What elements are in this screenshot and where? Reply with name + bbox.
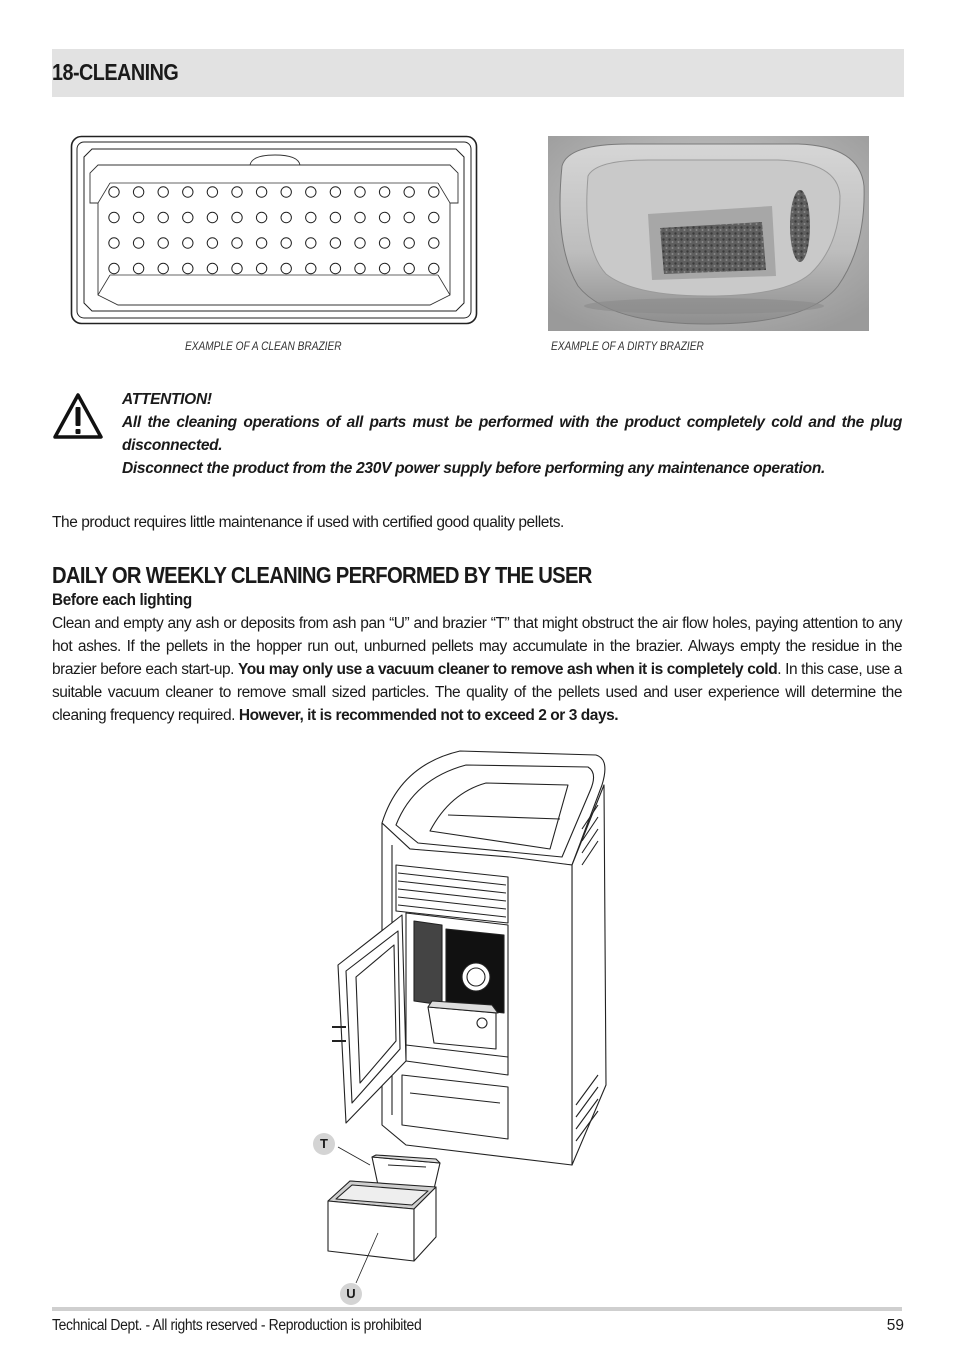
page-number: 59 — [886, 1317, 904, 1334]
air-hole — [404, 212, 414, 222]
air-hole — [207, 187, 217, 197]
air-hole — [232, 212, 242, 222]
warning-block — [122, 388, 902, 480]
dirty-brazier-photo — [548, 136, 869, 331]
air-hole — [306, 238, 316, 248]
section-title: 18-CLEANING — [52, 59, 179, 85]
air-hole — [256, 263, 266, 273]
air-hole — [355, 212, 365, 222]
air-hole — [281, 187, 291, 197]
paragraph-text-2: . In this case, use a suitable vacuum cleaner to remove small sized particles. The quality of the pellets used and user experience will determine the cleaning frequency required. — [52, 661, 902, 724]
air-hole — [306, 187, 316, 197]
air-hole — [281, 263, 291, 273]
air-hole — [256, 238, 266, 248]
air-hole — [133, 238, 143, 248]
air-hole — [404, 187, 414, 197]
air-hole — [183, 263, 193, 273]
dirty-brazier-caption: EXAMPLE OF A DIRTY BRAZIER — [551, 341, 704, 353]
warning-line-1: All the cleaning operations of all parts must be performed with the product completely cold and the plug disconnected. — [122, 414, 902, 454]
ash-pan-drawing — [310, 1175, 460, 1285]
section-header-bar — [52, 49, 904, 97]
air-hole — [355, 187, 365, 197]
subsection-subtitle: Before each lighting — [52, 590, 192, 609]
air-hole — [330, 187, 340, 197]
air-hole — [379, 187, 389, 197]
air-hole — [330, 212, 340, 222]
air-hole — [379, 212, 389, 222]
air-hole — [306, 212, 316, 222]
stove-diagram — [310, 745, 630, 1215]
footer-divider — [52, 1307, 902, 1311]
air-hole — [256, 212, 266, 222]
cleaning-paragraph — [52, 612, 902, 727]
clean-brazier-drawing — [70, 135, 478, 325]
warning-title: ATTENTION! — [122, 391, 212, 408]
paragraph-text-1: Clean and empty any ash or deposits from ash pan “U” and brazier “T” that might obstruct the air flow holes, paying attention to any hot ashes. If the pellets in the hopper run out, unburned pellets may accumulate in the brazier. Always empty the residue in the brazier before each start-up. — [52, 615, 902, 678]
air-hole — [207, 263, 217, 273]
air-hole — [429, 212, 439, 222]
air-hole — [183, 238, 193, 248]
air-hole — [158, 187, 168, 197]
label-u: U — [340, 1283, 362, 1305]
air-hole — [158, 238, 168, 248]
air-hole — [281, 212, 291, 222]
air-hole — [232, 263, 242, 273]
air-hole — [158, 212, 168, 222]
warning-line-2: Disconnect the product from the 230V power supply before performing any maintenance operation. — [122, 460, 826, 477]
air-hole — [183, 212, 193, 222]
air-hole — [429, 263, 439, 273]
air-hole — [404, 263, 414, 273]
footer-text: Technical Dept. - All rights reserved - Reproduction is prohibited — [52, 1317, 422, 1334]
air-hole — [379, 238, 389, 248]
air-hole — [207, 212, 217, 222]
subsection-title: DAILY OR WEEKLY CLEANING PERFORMED BY THE USER — [52, 562, 592, 588]
air-hole — [404, 238, 414, 248]
air-hole — [379, 263, 389, 273]
air-hole — [330, 238, 340, 248]
air-hole — [133, 212, 143, 222]
air-hole — [133, 263, 143, 273]
intro-text: The product requires little maintenance if used with certified good quality pellets. — [52, 514, 564, 531]
paragraph-bold-2: However, it is recommended not to exceed 2 or 3 days. — [238, 707, 619, 724]
air-hole — [133, 187, 143, 197]
air-hole — [232, 187, 242, 197]
clean-brazier-caption: EXAMPLE OF A CLEAN BRAZIER — [185, 341, 342, 353]
air-hole — [355, 238, 365, 248]
air-hole — [355, 263, 365, 273]
air-hole — [429, 238, 439, 248]
air-hole — [306, 263, 316, 273]
air-hole — [109, 238, 119, 248]
air-hole — [183, 187, 193, 197]
label-t: T — [313, 1133, 335, 1155]
warning-triangle-icon — [52, 392, 104, 440]
paragraph-bold-1: You may only use a vacuum cleaner to remove ash when it is completely cold — [238, 661, 778, 678]
air-hole — [109, 187, 119, 197]
air-hole — [281, 238, 291, 248]
air-hole — [207, 238, 217, 248]
air-hole — [158, 263, 168, 273]
air-hole — [256, 187, 266, 197]
air-hole — [232, 238, 242, 248]
air-hole — [429, 187, 439, 197]
air-hole — [330, 263, 340, 273]
air-hole — [109, 263, 119, 273]
air-hole — [109, 212, 119, 222]
